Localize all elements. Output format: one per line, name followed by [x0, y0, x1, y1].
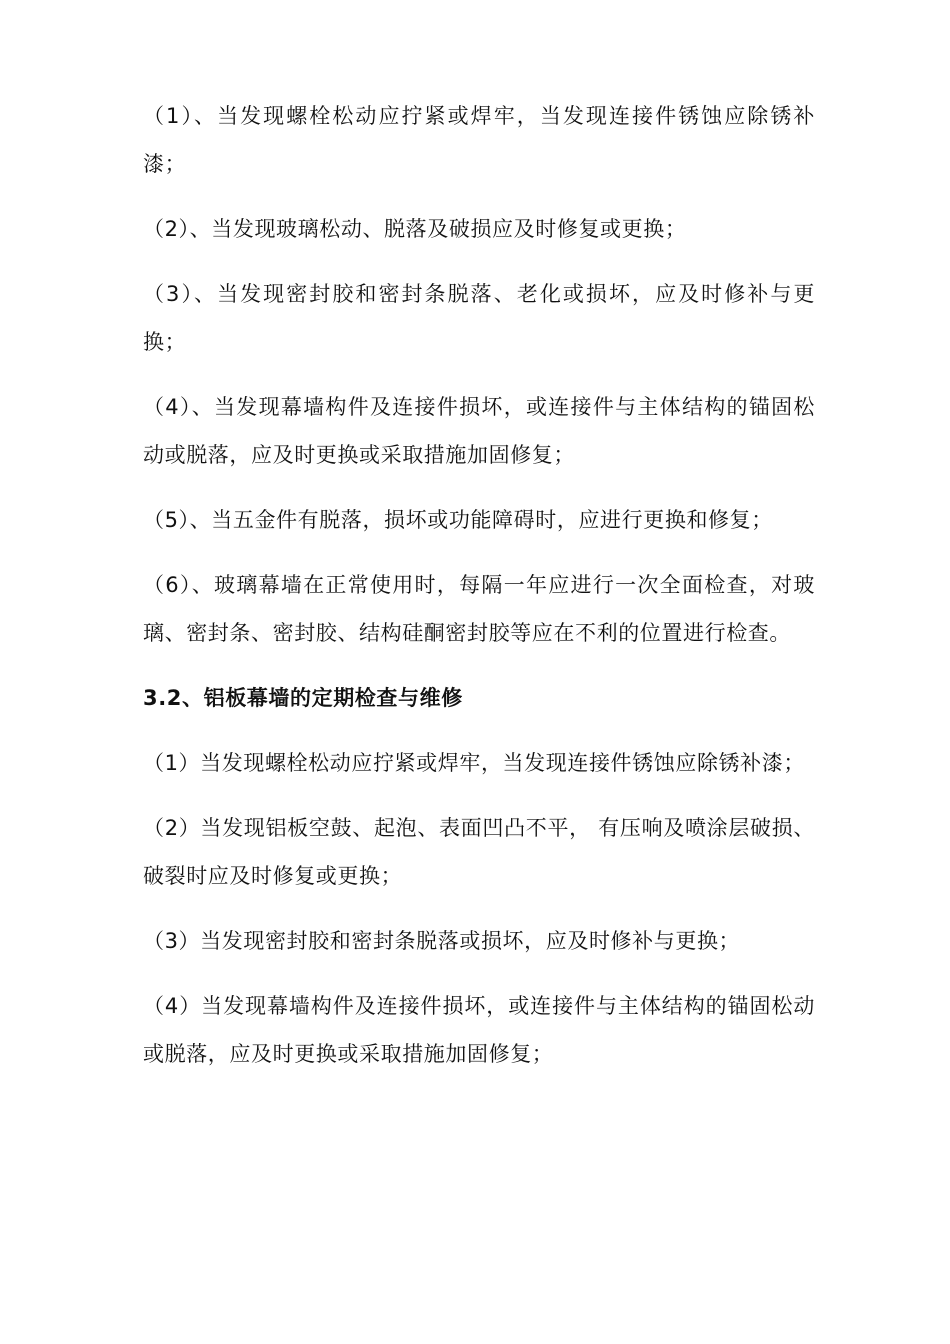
paragraph-a6: （6）、玻璃幕墙在正常使用时，每隔一年应进行一次全面检查，对玻璃、密封条、密封胶、结构硅酮密封胶等应在不利的位置进行检查。 — [143, 573, 815, 645]
paragraph-b2: （2）当发现铝板空鼓、起泡、表面凹凸不平， 有压响及喷涂层破损、破裂时应及时修复或更换； — [143, 816, 815, 888]
paragraph-a2: （2）、当发现玻璃松动、脱落及破损应及时修复或更换； — [143, 217, 687, 241]
paragraph-b4: （4）当发现幕墙构件及连接件损坏，或连接件与主体结构的锚固松动或脱落，应及时更换或采取措施加固修复； — [143, 994, 815, 1066]
paragraph-b1: （1）当发现螺栓松动应拧紧或焊牢，当发现连接件锈蚀应除锈补漆； — [143, 751, 805, 775]
paragraph-a1: （1）、当发现螺栓松动应拧紧或焊牢，当发现连接件锈蚀应除锈补漆； — [143, 104, 815, 176]
paragraph-a5: （5）、当五金件有脱落，损坏或功能障碍时，应进行更换和修复； — [143, 508, 773, 532]
document-page — [143, 92, 815, 1095]
paragraph-a3: （3）、当发现密封胶和密封条脱落、老化或损坏，应及时修补与更换； — [143, 282, 815, 354]
paragraph-a4: （4）、当发现幕墙构件及连接件损坏，或连接件与主体结构的锚固松动或脱落，应及时更换或采取措施加固修复； — [143, 395, 815, 467]
paragraph-b3: （3）当发现密封胶和密封条脱落或损坏，应及时修补与更换； — [143, 929, 741, 953]
section-heading: 3.2、铝板幕墙的定期检查与维修 — [143, 686, 463, 710]
